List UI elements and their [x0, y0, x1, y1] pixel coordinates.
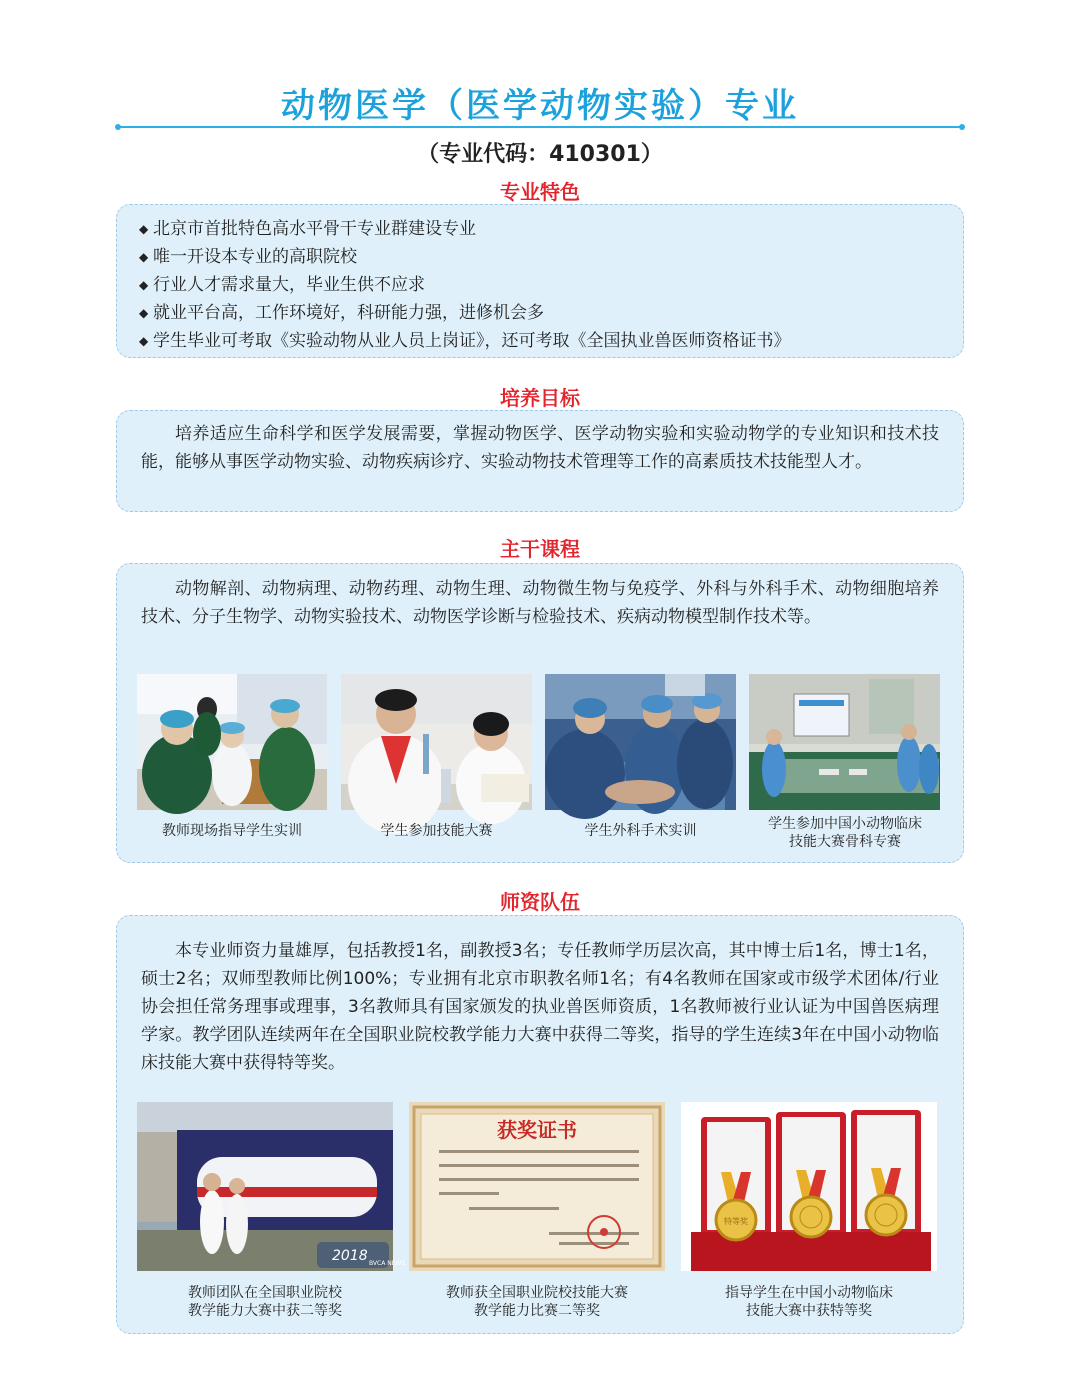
bullet-icon: ◆ [139, 222, 149, 236]
faculty-heading: 师资队伍 [500, 890, 580, 914]
photo-teacher-guiding [137, 674, 327, 810]
list-item: ◆ 行业人才需求量大，毕业生供不应求 [139, 271, 963, 299]
caption-skills-competition: 学生参加技能大赛 [380, 823, 493, 839]
bullet-icon: ◆ [139, 334, 149, 348]
courses-text: 动物解剖、动物病理、动物药理、动物生理、动物微生物与免疫学、外科与外科手术、动物细胞培养技术、分子生物学、动物实验技术、动物医学诊断与检验技术、疾病动物模型制作技术等。 [141, 579, 939, 627]
caption-teacher-guiding: 教师现场指导学生实训 [162, 823, 302, 839]
goal-text: 培养适应生命科学和医学发展需要，掌握动物医学、医学动物实验和实验动物学的专业知识和技术技能，能够从事医学动物实验、动物疾病诊疗、实验动物技术管理等工作的高素质技术技能型人才。 [141, 424, 939, 472]
banner-logo-sub: BVCA NEWS [369, 1260, 406, 1267]
photo-surgery-training [545, 674, 736, 810]
caption-teaching-award-team: 教师团队在全国职业院校 教学能力大赛中获二等奖 [188, 1285, 342, 1319]
major-code: （专业代码：410301） [417, 142, 663, 167]
goal-heading: 培养目标 [500, 386, 580, 410]
photo-medals [681, 1102, 937, 1271]
medal-text: 特等奖 [724, 1217, 748, 1226]
goal-panel [116, 410, 964, 512]
courses-heading: 主干课程 [500, 537, 580, 561]
caption-award-certificate: 教师获全国职业院校技能大赛 教学能力比赛二等奖 [446, 1285, 628, 1319]
title-divider [118, 126, 962, 128]
certificate-title: 获奖证书 [497, 1118, 577, 1142]
photo-orthopedic-competition [749, 674, 940, 810]
photo-teaching-award-team [137, 1102, 406, 1271]
photo-award-certificate [409, 1102, 665, 1271]
bullet-icon: ◆ [139, 278, 149, 292]
caption-medals: 指导学生在中国小动物临床 技能大赛中获特等奖 [725, 1285, 893, 1319]
caption-orthopedic-competition: 学生参加中国小动物临床 技能大赛骨科专赛 [768, 816, 922, 850]
features-heading: 专业特色 [500, 180, 580, 204]
bullet-icon: ◆ [139, 306, 149, 320]
banner-logo: 2018 [332, 1248, 368, 1264]
features-list [117, 205, 963, 355]
list-item: ◆ 学生毕业可考取《实验动物从业人员上岗证》，还可考取《全国执业兽医师资格证书》 [139, 327, 963, 355]
bullet-icon: ◆ [139, 250, 149, 264]
list-item: ◆ 唯一开设本专业的高职院校 [139, 243, 963, 271]
caption-surgery-training: 学生外科手术实训 [584, 823, 697, 839]
list-item: ◆ 北京市首批特色高水平骨干专业群建设专业 [139, 215, 963, 243]
page-title: 动物医学（医学动物实验）专业 [281, 86, 799, 126]
list-item: ◆ 就业平台高，工作环境好，科研能力强，进修机会多 [139, 299, 963, 327]
photo-skills-competition [341, 674, 532, 810]
faculty-text: 本专业师资力量雄厚，包括教授1名，副教授3名；专任教师学历层次高，其中博士后1名，博士1名，硕士2名；双师型教师比例100%；专业拥有北京市职教名师1名；有4名教师在国家或市级学术团体/行业协会担任常务理事或理事，3名教师具有国家颁发的执业兽医师资质，1名教师被行业认证为中国兽医病理学家。教学团队连续两年在全国职业院校教学能力大赛中获得二等奖，指导的学生连续3年在中国小动物临床技能大赛中获得特等奖。 [141, 941, 939, 1073]
features-panel [116, 204, 964, 358]
